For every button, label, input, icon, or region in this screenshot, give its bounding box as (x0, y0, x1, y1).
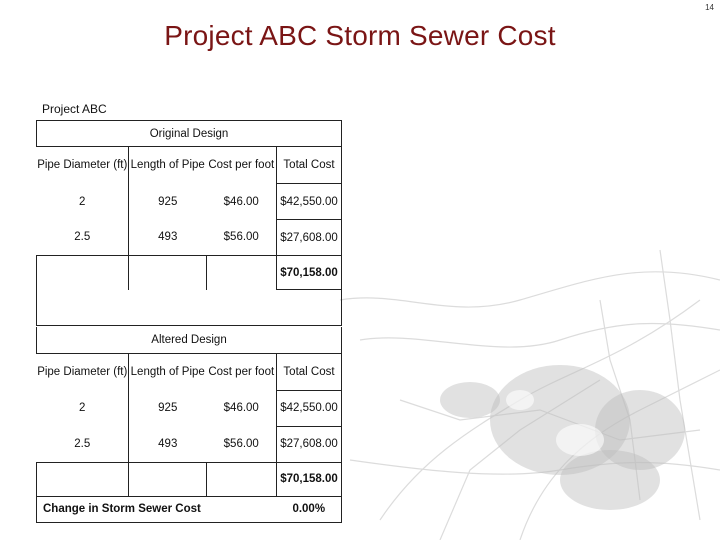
cell-diameter: 2 (79, 195, 86, 208)
cell-length: 925 (129, 390, 207, 426)
total-row (37, 256, 342, 290)
original-design-caption: Original Design (37, 121, 342, 147)
cell-diameter: 2.5 (74, 437, 91, 450)
table-row (37, 220, 342, 256)
header-total-cost: Total Cost (277, 353, 342, 390)
cell-cost-per-foot: $56.00 (223, 231, 259, 244)
cell-length: 925 (129, 184, 207, 220)
altered-design-caption: Altered Design (37, 327, 342, 353)
change-row (37, 496, 342, 522)
table-row (37, 390, 342, 426)
cell-length: 493 (129, 426, 207, 462)
project-label: Project ABC (42, 102, 107, 116)
total-row (37, 462, 342, 496)
cell-total-cost: $42,550.00 (277, 390, 342, 426)
change-label: Change in Storm Sewer Cost (37, 496, 277, 522)
header-length: Length of Pipe (129, 353, 207, 390)
header-total-cost: Total Cost (277, 147, 342, 184)
cell-cost-per-foot: $46.00 (223, 402, 259, 414)
altered-total-cost: $70,158.00 (277, 462, 342, 496)
cell-total-cost: $42,550.00 (277, 184, 342, 220)
table-row (37, 184, 342, 220)
slide-title: Project ABC Storm Sewer Cost (164, 20, 556, 51)
original-total-cost: $70,158.00 (277, 256, 342, 290)
cell-length: 493 (129, 220, 207, 256)
header-cost-per-foot: Cost per foot (207, 353, 277, 390)
change-value: 0.00% (277, 496, 342, 522)
cell-total-cost: $27,608.00 (277, 220, 342, 256)
cell-cost-per-foot: $46.00 (223, 195, 259, 208)
header-pipe-diameter: Pipe Diameter (ft) (37, 353, 129, 390)
table-row (37, 426, 342, 462)
cell-total-cost: $27,608.00 (277, 426, 342, 462)
altered-design-table (36, 327, 342, 523)
header-pipe-diameter: Pipe Diameter (ft) (37, 147, 129, 184)
cell-diameter: 2 (79, 402, 86, 414)
slide-number: 14 (705, 3, 714, 12)
original-design-table (36, 120, 342, 326)
header-cost-per-foot: Cost per foot (207, 147, 277, 184)
cell-cost-per-foot: $56.00 (223, 437, 259, 450)
header-length: Length of Pipe (129, 147, 207, 184)
cell-diameter: 2.5 (74, 231, 91, 244)
